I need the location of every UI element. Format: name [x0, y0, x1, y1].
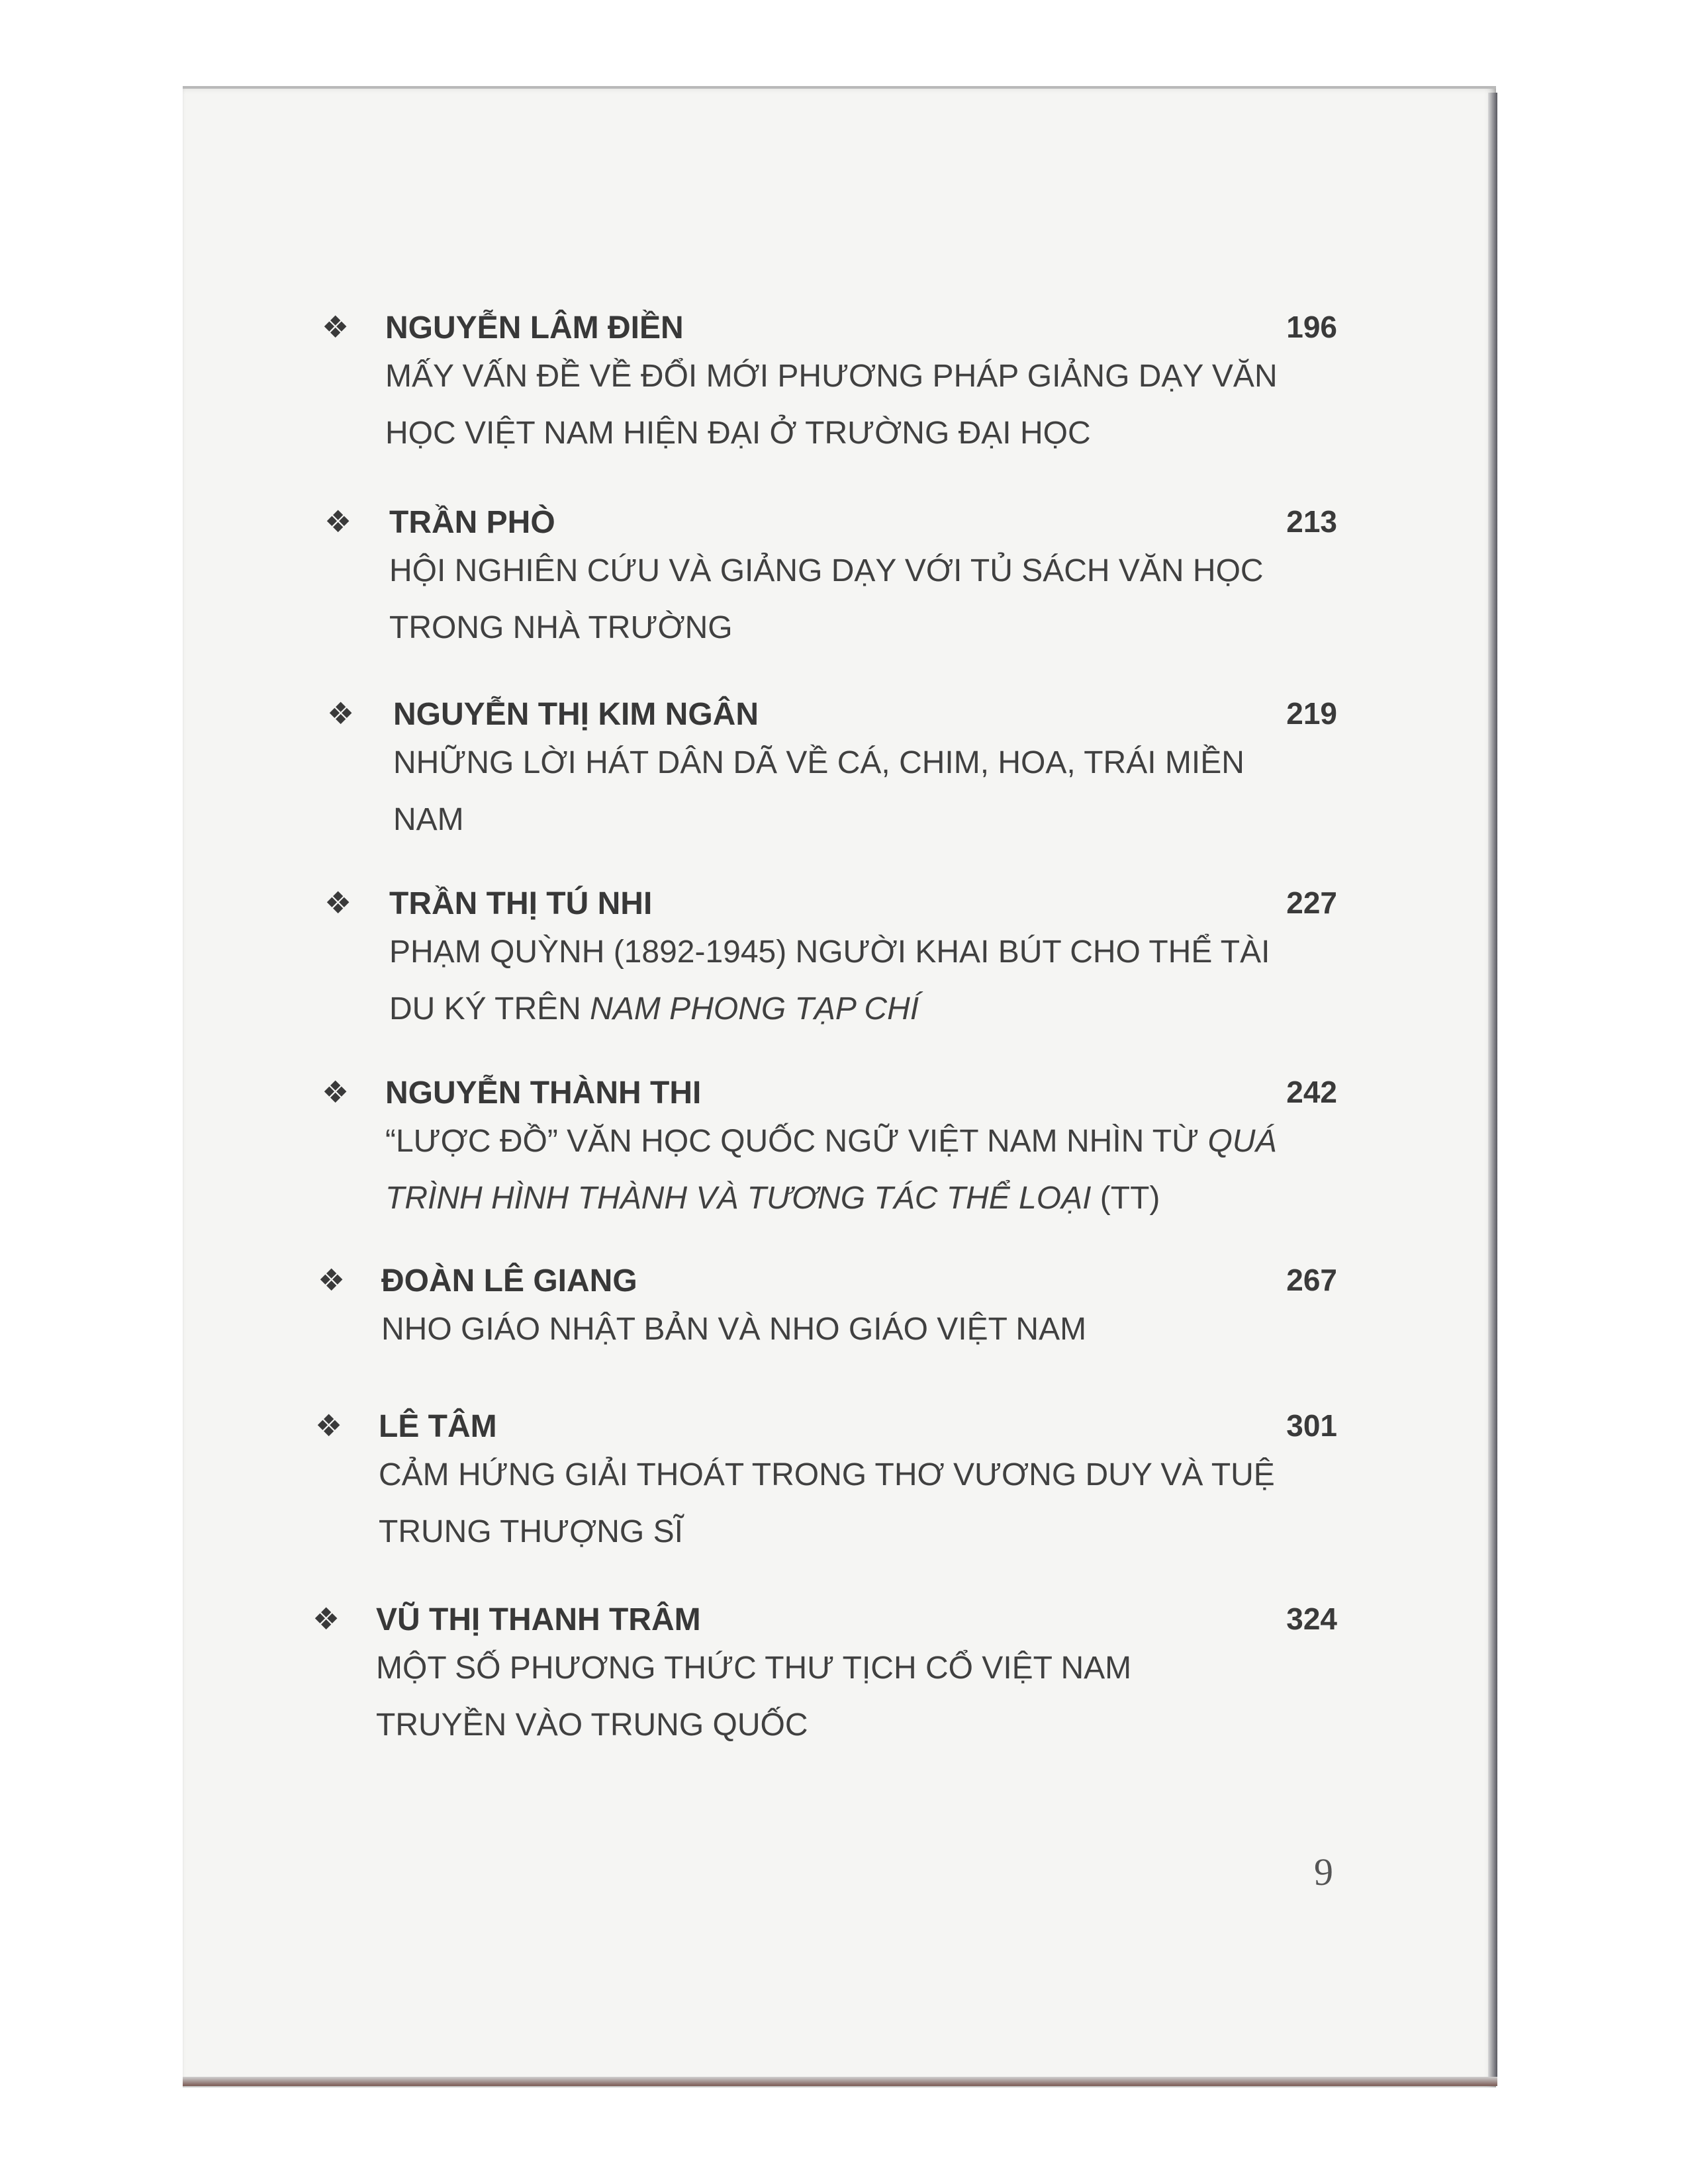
entry-title — [393, 735, 1244, 848]
entry-author: VŨ THỊ THANH TRÂM — [376, 1602, 701, 1637]
entry-author: NGUYỄN LÂM ĐIỀN — [385, 310, 684, 345]
entry-title-line: NHO GIÁO NHẬT BẢN VÀ NHO GIÁO VIỆT NAM — [381, 1312, 1087, 1347]
entry-title-line — [389, 981, 1270, 1038]
entry-title — [389, 924, 1270, 1038]
entry-page-number: 227 — [1286, 886, 1337, 920]
entry-title — [379, 1447, 1275, 1561]
diamond-bullet-icon: ❖ — [312, 1601, 340, 1637]
entry-page-number: 242 — [1286, 1075, 1337, 1109]
entry-page-number: 213 — [1286, 504, 1337, 539]
entry-title — [385, 348, 1278, 462]
entry-title-line: NAM — [393, 802, 464, 837]
entry-title-line: HỌC VIỆT NAM HIỆN ĐẠI Ở TRƯỜNG ĐẠI HỌC — [385, 416, 1091, 451]
entry-page-number: 301 — [1286, 1408, 1337, 1443]
entry-page-number: 196 — [1286, 310, 1337, 344]
entry-title-line: TRUYỀN VÀO TRUNG QUỐC — [376, 1707, 808, 1743]
entry-title-line — [385, 1113, 1276, 1170]
entry-title-line: PHẠM QUỲNH (1892-1945) NGƯỜI KHAI BÚT CHO THỂ TÀI — [389, 934, 1270, 970]
entry-title-line: HỘI NGHIÊN CỨU VÀ GIẢNG DẠY VỚI TỦ SÁCH VĂN HỌC — [389, 553, 1264, 588]
diamond-bullet-icon: ❖ — [322, 1074, 350, 1110]
entry-title-italic-segment: TRÌNH HÌNH THÀNH VÀ TƯƠNG TÁC THỂ LOẠI — [385, 1181, 1092, 1216]
entry-author: NGUYỄN THÀNH THI — [385, 1075, 702, 1111]
entry-author: TRẦN PHÒ — [389, 505, 555, 540]
entry-title — [385, 1113, 1276, 1227]
diamond-bullet-icon: ❖ — [318, 1262, 346, 1298]
entry-title — [389, 543, 1264, 657]
entry-page-number: 324 — [1286, 1602, 1337, 1636]
entry-title-line — [385, 1170, 1276, 1227]
page-edge-bottom — [183, 2077, 1497, 2086]
entry-title-line: MỘT SỐ PHƯƠNG THỨC THƯ TỊCH CỔ VIỆT NAM — [376, 1651, 1132, 1686]
entry-title-segment: (TT) — [1091, 1181, 1160, 1216]
entry-title-line: TRONG NHÀ TRƯỜNG — [389, 610, 733, 645]
entry-title-segment: “LƯỢC ĐỒ” VĂN HỌC QUỐC NGỮ VIỆT NAM NHÌN TỪ — [385, 1124, 1208, 1159]
entry-author: ĐOÀN LÊ GIANG — [381, 1263, 637, 1298]
entry-title-line: TRUNG THƯỢNG SĨ — [379, 1514, 683, 1549]
diamond-bullet-icon: ❖ — [322, 309, 350, 345]
entry-title-line: NHỮNG LỜI HÁT DÂN DÃ VỀ CÁ, CHIM, HOA, TRÁI MIỀN — [393, 745, 1244, 780]
entry-title-segment: DU KÝ TRÊN — [389, 991, 590, 1026]
entry-title-italic-segment: NAM PHONG TẠP CHÍ — [590, 991, 919, 1026]
entry-page-number: 219 — [1286, 696, 1337, 731]
page-edge-right — [1488, 93, 1497, 2085]
entry-title — [381, 1301, 1086, 1358]
diamond-bullet-icon: ❖ — [315, 1408, 343, 1443]
diamond-bullet-icon: ❖ — [324, 504, 352, 539]
entry-title-line: CẢM HỨNG GIẢI THOÁT TRONG THƠ VƯƠNG DUY VÀ TUỆ — [379, 1457, 1275, 1492]
entry-title-line: MẤY VẤN ĐỀ VỀ ĐỔI MỚI PHƯƠNG PHÁP GIẢNG DẠY VĂN — [385, 359, 1278, 394]
entry-author: LÊ TÂM — [379, 1409, 497, 1444]
diamond-bullet-icon: ❖ — [324, 885, 352, 921]
entry-title-italic-segment: QUÁ — [1207, 1124, 1277, 1159]
diamond-bullet-icon: ❖ — [327, 696, 355, 731]
entry-page-number: 267 — [1286, 1263, 1337, 1297]
entry-author: NGUYỄN THỊ KIM NGÂN — [393, 697, 759, 732]
page-folio-number: 9 — [1314, 1850, 1333, 1893]
entry-author: TRẦN THỊ TÚ NHI — [389, 886, 653, 921]
entry-title — [376, 1640, 1131, 1754]
